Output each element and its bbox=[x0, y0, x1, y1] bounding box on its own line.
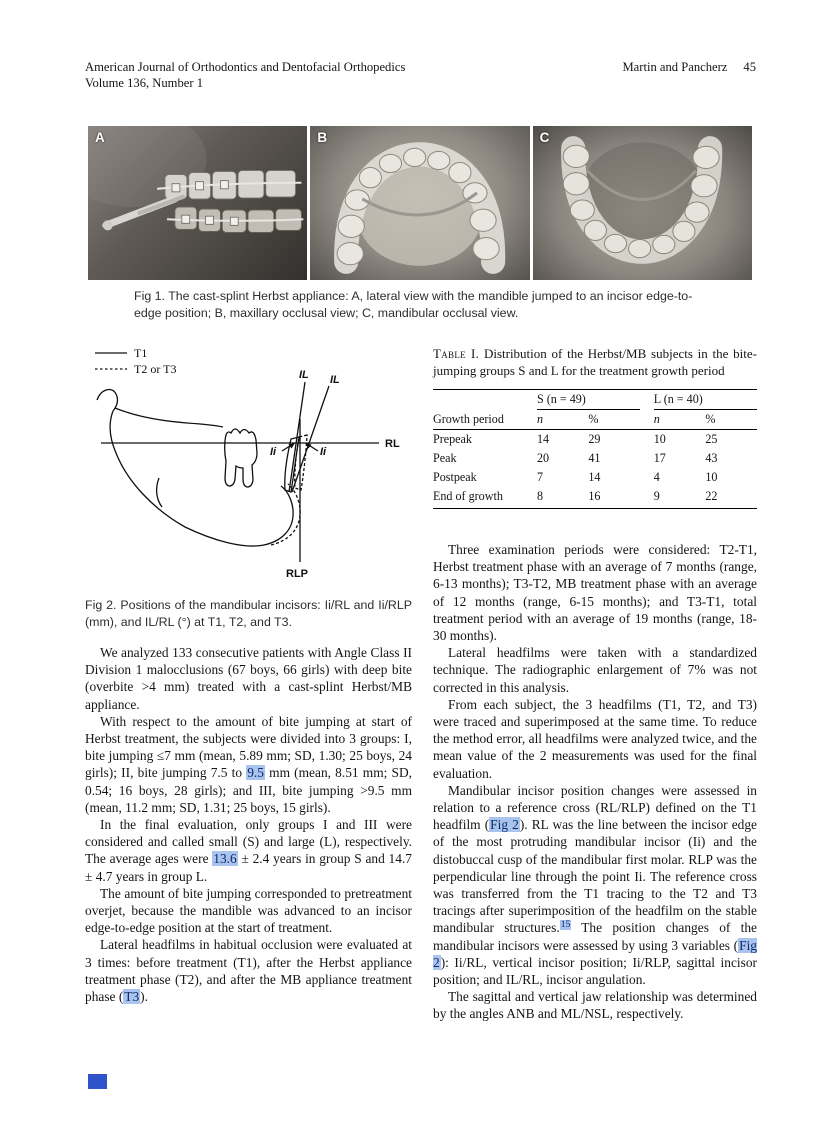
paragraph bbox=[433, 782, 757, 988]
text-segment: The sagittal and vertical jaw relationship was determined by the angles ANB and ML/NSL, respectively. bbox=[433, 989, 757, 1022]
reference-link[interactable]: T3 bbox=[124, 989, 140, 1005]
maxillary-occlusal-illustration bbox=[310, 126, 529, 280]
mandible-outline bbox=[115, 408, 223, 427]
paragraph bbox=[433, 644, 757, 696]
fig2-rlp-label: RLP bbox=[286, 568, 308, 580]
text-segment: We analyzed 133 consecutive patients with Angle Class II Division 1 malocclusions (67 boys, 66 girls) with deep bite (overbite >4 mm) treated with a cast-splint Herbst/MB appliance. bbox=[85, 645, 412, 712]
lateral-view-illustration bbox=[88, 126, 307, 280]
page-number: 45 bbox=[743, 60, 756, 74]
table-cell bbox=[640, 449, 654, 468]
text-segment: ): Ii/RL, vertical incisor position; Ii/RLP, sagittal incisor position; and IL/RL, incisor angulation. bbox=[433, 954, 757, 988]
mandibular-occlusal-illustration bbox=[533, 126, 752, 280]
text-segment: Mandibular incisor position changes were assessed in relation to a reference cross (RL/RLP) defined on the T1 headfilm ( bbox=[433, 782, 757, 833]
text-segment: Lateral headfilms in habitual occlusion were evaluated at 3 times: before treatment (T1), after the Herbst appliance treatment phase (T2), and after the MB appliance treatment phase ( bbox=[85, 937, 412, 1005]
paragraph bbox=[85, 713, 412, 816]
fig2-rl-label: RL bbox=[385, 438, 400, 450]
paragraph bbox=[85, 644, 412, 713]
molar-tooth bbox=[225, 429, 257, 487]
column-header: n bbox=[537, 409, 588, 429]
table-cell: 14 bbox=[588, 469, 601, 484]
table-cell: 8 bbox=[537, 487, 588, 509]
table-cell bbox=[640, 487, 654, 509]
reference-link[interactable]: Fig 2 bbox=[490, 817, 519, 833]
paragraph bbox=[85, 936, 412, 1005]
table-cell bbox=[433, 389, 537, 409]
mandible-outline-t2t3 bbox=[271, 484, 300, 545]
fig2-ii-label: Ii bbox=[270, 446, 277, 458]
panel-label-b: B bbox=[317, 130, 328, 145]
table-row bbox=[433, 468, 757, 487]
fig2-legend-t1-label: T1 bbox=[134, 346, 148, 360]
reference-link[interactable]: 13.6 bbox=[213, 851, 237, 867]
table-cell: 41 bbox=[588, 450, 601, 465]
table-cell: 25 bbox=[705, 431, 718, 446]
fig2-il-label: IL bbox=[330, 374, 340, 386]
column-header: % bbox=[705, 409, 757, 429]
column-header: n bbox=[654, 409, 706, 429]
column-header: % bbox=[588, 409, 639, 429]
table1-block bbox=[433, 346, 757, 509]
panel-label-a: A bbox=[95, 130, 105, 145]
figure1-panel-c-photo bbox=[533, 126, 752, 280]
table-cell: 10 bbox=[653, 431, 666, 446]
table-cell bbox=[640, 468, 654, 487]
running-head bbox=[622, 60, 756, 76]
table-cell bbox=[640, 409, 654, 429]
group-header-s: S (n = 49) bbox=[537, 389, 640, 409]
table1-title-text: Distribution of the Herbst/MB subjects in the bite-jumping groups S and L for the treatment growth period bbox=[433, 346, 758, 378]
row-label: Peak bbox=[433, 450, 457, 465]
table-cell bbox=[640, 429, 654, 449]
panel-label-c: C bbox=[539, 130, 550, 145]
link-annotation-box bbox=[88, 1074, 107, 1089]
mandible-outline bbox=[97, 389, 117, 411]
text-segment: With respect to the amount of bite jumping at start of Herbst treatment, the subjects were divided into 3 groups: I, bite jumping ≤7 mm (mean, 5.89 mm; SD, 1.30; 25 boys, 24 girls); II, bite jumping 7.5 to bbox=[85, 713, 412, 781]
paragraph bbox=[85, 816, 412, 885]
row-label: Prepeak bbox=[433, 431, 472, 446]
table-cell: 4 bbox=[653, 469, 660, 484]
table-cell: 20 bbox=[537, 450, 550, 465]
figure1 bbox=[88, 126, 752, 280]
table-row bbox=[433, 449, 757, 468]
table1-label: Table I. bbox=[433, 346, 480, 361]
table-column-header-row bbox=[433, 409, 757, 429]
reference-link[interactable]: Fig 2 bbox=[433, 937, 757, 970]
table-cell: 9 bbox=[654, 487, 706, 509]
journal-info bbox=[85, 60, 405, 91]
fig2-il-label: IL bbox=[299, 369, 309, 381]
paragraph bbox=[433, 696, 757, 782]
text-segment: mm (mean, 8.51 mm; SD, 0.54; 16 boys, 28 girls); and III, bite jumping >9.5 mm (mean, 11.2 mm; SD, 1.31; 25 boys, 15 girls). bbox=[85, 765, 412, 815]
right-column bbox=[433, 541, 757, 1023]
table-row bbox=[433, 487, 757, 509]
table-cell: 29 bbox=[588, 431, 601, 446]
table1-title bbox=[433, 346, 757, 380]
il-line-t2t3 bbox=[292, 386, 329, 492]
group-header-l: L (n = 40) bbox=[654, 389, 757, 409]
row-label: End of growth bbox=[433, 487, 537, 509]
text-segment: ). bbox=[140, 989, 148, 1005]
authors: Martin and Pancherz bbox=[622, 60, 728, 74]
figure1-caption: Fig 1. The cast-splint Herbst appliance: A, lateral view with the mandible jumped to an incisor edge-to-edge position; B, maxillary occlusal view; C, mandibular occlusal view. bbox=[134, 289, 693, 320]
table-cell: 10 bbox=[705, 469, 718, 484]
figure1-panel-a-photo bbox=[88, 126, 307, 280]
text-segment: In the final evaluation, only groups I and III were considered and called small (S) and large (L), respectively. The average ages were bbox=[85, 817, 412, 867]
table-group-header-row bbox=[433, 389, 757, 409]
text-segment: ). RL was the line between the incisor edge of the most protruding mandibular incisor (Ii) and the distobuccal cusp of the mandibular first molar. RLP was the perpendicular line through the point Ii. The reference cross was transferred from the T1 tracing to the T2 and T3 tracings after superimposition of the headfilm on the stable mandibular structures. bbox=[433, 817, 757, 936]
page-header bbox=[85, 60, 756, 91]
text-segment: ± 2.4 years in group S and 14.7 ± 4.7 years in group L. bbox=[85, 851, 412, 884]
reference-link[interactable]: 15 bbox=[560, 920, 571, 930]
mandible-outline bbox=[157, 478, 162, 507]
text-segment: Lateral headfilms were taken with a standardized technique. The radiographic enlargement of 7% was not corrected in this analysis. bbox=[433, 645, 757, 695]
paragraph bbox=[433, 541, 757, 644]
table-cell: 43 bbox=[705, 450, 718, 465]
fig2-legend-t2t3-label: T2 or T3 bbox=[134, 362, 177, 376]
text-segment: From each subject, the 3 headfilms (T1, T2, and T3) were traced and superimposed at the same time. To reduce the method error, all headfilms were analyzed twice, and the mean value of the 2 measurements was used for the final evaluation. bbox=[433, 696, 757, 781]
paragraph bbox=[85, 885, 412, 937]
figure1-panel-b-photo bbox=[310, 126, 529, 280]
table-cell: 14 bbox=[537, 431, 550, 446]
table-cell: 22 bbox=[705, 487, 757, 509]
journal-volume: Volume 136, Number 1 bbox=[85, 75, 203, 90]
table-cell bbox=[640, 389, 654, 409]
column-header: Growth period bbox=[433, 409, 537, 429]
reference-link[interactable]: 9.5 bbox=[247, 765, 264, 781]
text-segment: The amount of bite jumping corresponded to pretreatment overjet, because the mandible was advanced to an incisor edge-to-edge position at the start of treatment. bbox=[85, 885, 412, 936]
table1 bbox=[433, 389, 757, 509]
text-segment: Three examination periods were considered: T2-T1, Herbst treatment phase with an average of 7 months (range, 6-13 months); T3-T2, MB treatment phase with an average of 12 months (range, 6-15 months); and T3-T1, total treatment period with an average of 19 months (range, 18-30 months). bbox=[433, 542, 757, 644]
paragraph bbox=[433, 988, 757, 1022]
fig2-ii-label: Ii bbox=[320, 446, 327, 458]
row-label: Postpeak bbox=[433, 469, 477, 484]
left-column bbox=[85, 644, 412, 1005]
figure2-drawing bbox=[85, 340, 415, 592]
figure2-caption: Fig 2. Positions of the mandibular incisors: Ii/RL and Ii/RLP (mm), and IL/RL (°) at T1, T2, and T3. bbox=[85, 598, 412, 629]
text-segment: The position changes of the mandibular incisors were assessed by using 3 variables ( bbox=[433, 920, 757, 953]
table-cell: 7 bbox=[537, 469, 544, 484]
journal-title: American Journal of Orthodontics and Dentofacial Orthopedics bbox=[85, 60, 406, 74]
table-cell: 16 bbox=[588, 487, 639, 509]
table-cell: 17 bbox=[653, 450, 666, 465]
table-row bbox=[433, 429, 757, 449]
mandible-outline bbox=[110, 411, 293, 546]
